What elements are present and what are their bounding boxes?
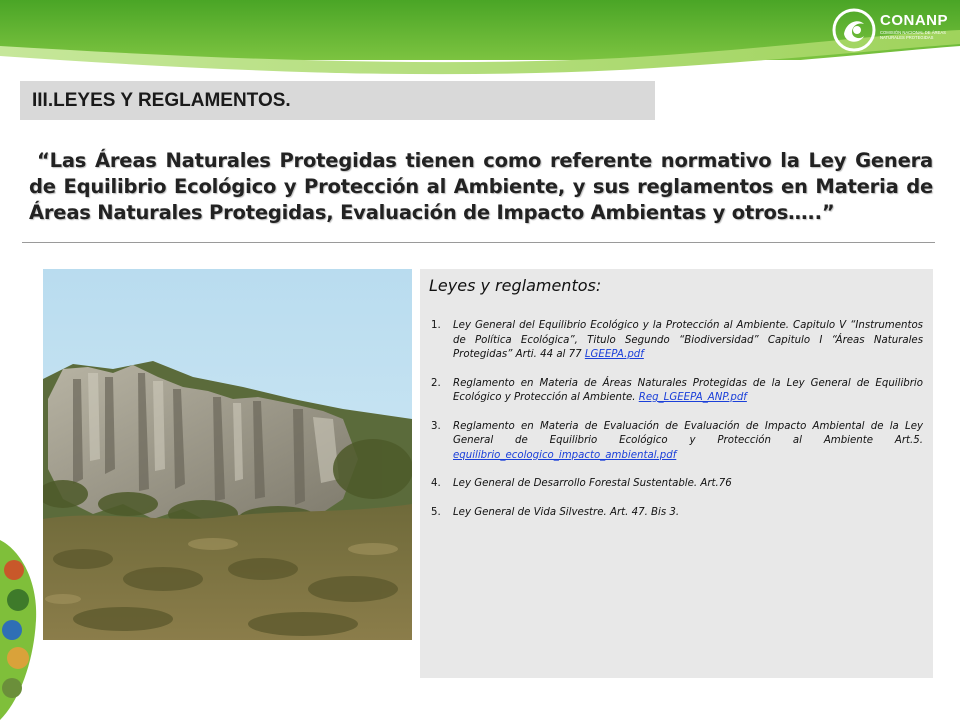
law-list xyxy=(431,319,923,534)
header-banner xyxy=(0,0,960,80)
item-number: 4. xyxy=(431,478,441,489)
item-text: Reglamento en Materia de Áreas Naturales Protegidas de la Ley General de Equilibrio Ecológico y Protección al Ambiente. xyxy=(453,377,923,403)
item-number: 1. xyxy=(431,320,441,331)
laws-panel xyxy=(420,269,933,678)
list-item xyxy=(431,477,923,492)
section-title: III.LEYES Y REGLAMENTOS. xyxy=(32,90,291,111)
item-number: 5. xyxy=(431,506,441,518)
landscape-photo xyxy=(43,269,412,640)
conanp-logo-icon xyxy=(832,8,876,52)
impacto-ambiental-pdf-link[interactable]: equilibrio_ecologico_impacto_ambiental.pdf xyxy=(453,449,677,461)
list-item xyxy=(431,319,923,363)
item-text: Reglamento en Materia de Evaluación de Evaluación de Impacto Ambiental de la Ley General de Equilibrio Ecológico y Protección al Ambiente Art.5. xyxy=(453,420,923,446)
item-number: 2. xyxy=(431,377,441,389)
item-text: Ley General de Desarrollo Forestal Sustentable. Art.76 xyxy=(453,478,732,489)
intro-quote xyxy=(29,148,933,226)
nature-collage-strip xyxy=(0,540,42,720)
item-text: Ley General de Vida Silvestre. Art. 47. Bis 3. xyxy=(453,506,680,518)
section-title-bar xyxy=(20,81,655,120)
divider xyxy=(22,242,935,243)
item-text: Ley General del Equilibrio Ecológico y la Protección al Ambiente. Capitulo V “Instrumentos de Política Ecológica”, Titulo Segundo “Biodiversidad” Capitulo I “Áreas Naturales Protegidas” Arti. 44 al 77 xyxy=(453,320,923,360)
quote-text: “Las Áreas Naturales Protegidas tienen como referente normativo la Ley Genera de Equilibrio Ecológico y Protección al Ambiente, y sus reglamentos en Materia de Áreas Naturales Protegidas, Evaluación de Impacto Ambientas y otros…..” xyxy=(29,149,933,224)
list-item xyxy=(431,377,923,406)
lgeepa-pdf-link[interactable]: LGEEPA.pdf xyxy=(584,349,644,360)
panel-heading: Leyes y reglamentos: xyxy=(429,276,602,295)
list-item xyxy=(431,506,923,521)
conanp-logo xyxy=(832,6,952,58)
logo-name: CONANP xyxy=(880,12,949,29)
list-item xyxy=(431,420,923,464)
logo-subtitle: COMISIÓN NACIONAL DE ÁREAS NATURALES PROTEGIDAS xyxy=(880,30,946,40)
item-number: 3. xyxy=(431,420,441,432)
rocky-cliff-landscape xyxy=(43,269,412,640)
reg-lgeepa-anp-pdf-link[interactable]: Reg_LGEEPA_ANP.pdf xyxy=(638,392,747,403)
